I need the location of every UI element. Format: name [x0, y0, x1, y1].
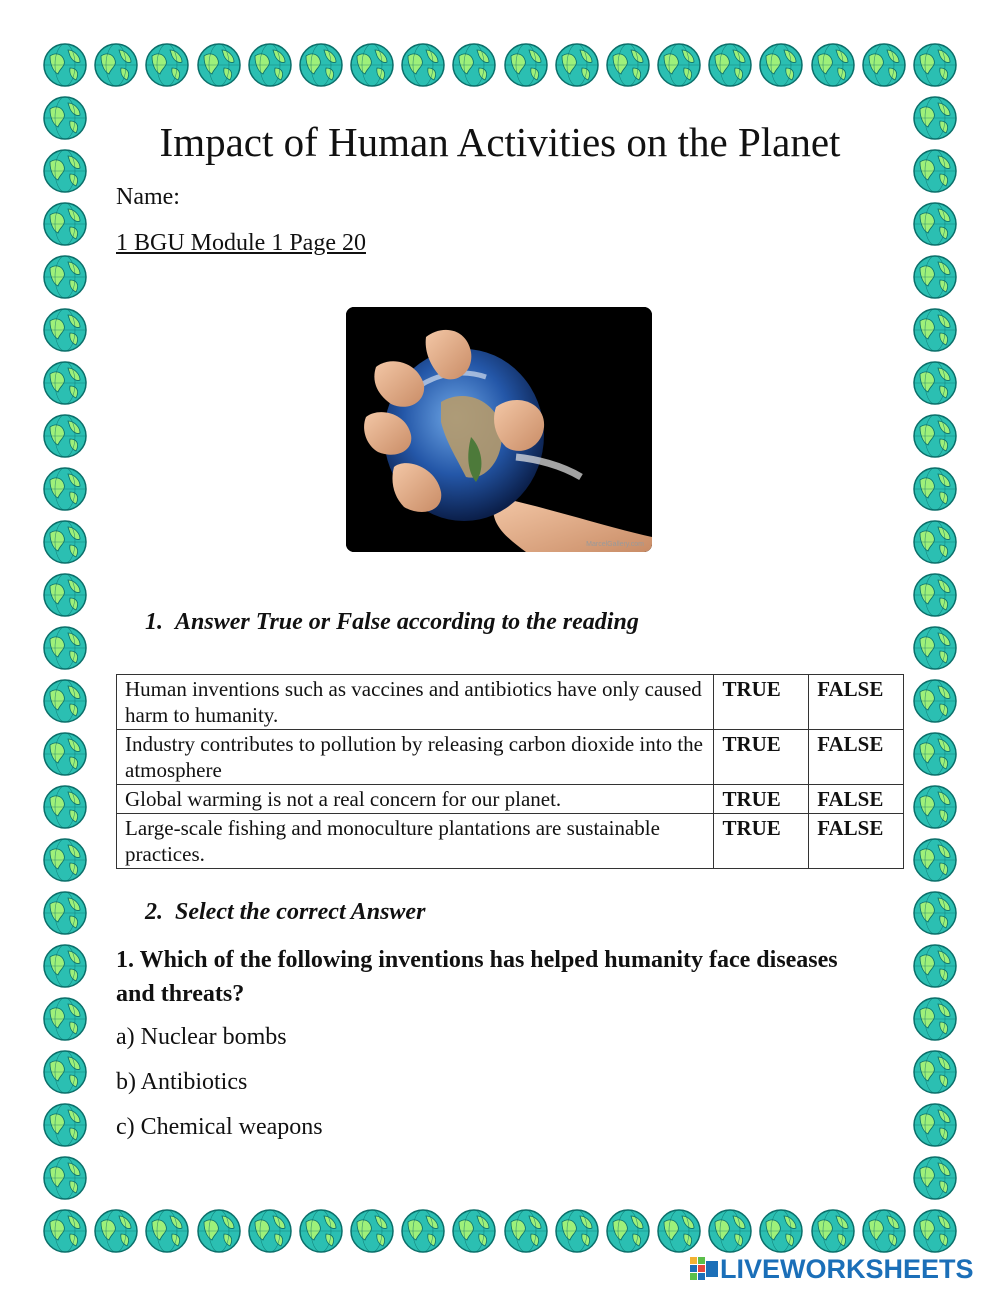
globe-icon	[810, 42, 856, 88]
globe-icon	[196, 42, 242, 88]
page-title: Impact of Human Activities on the Planet	[159, 119, 841, 165]
question-1: 1. Which of the following inventions has helped humanity face diseases and threats?	[116, 947, 838, 1007]
globe-icon	[758, 1208, 804, 1254]
globe-icon	[912, 837, 958, 883]
earth-photo-illustration	[346, 307, 652, 552]
globe-icon	[247, 1208, 293, 1254]
hand-squeezing-earth-image	[346, 307, 652, 552]
globe-icon	[503, 42, 549, 88]
table-row	[117, 785, 904, 814]
globe-icon	[912, 996, 958, 1042]
globe-icon	[298, 1208, 344, 1254]
globe-icon	[861, 1208, 907, 1254]
false-option[interactable]: FALSE	[809, 814, 904, 869]
statement-cell: Human inventions such as vaccines and antibiotics have only caused harm to humanity.	[117, 675, 714, 730]
globe-icon	[42, 1102, 88, 1148]
globe-icon	[42, 519, 88, 565]
globe-icon	[912, 413, 958, 459]
globe-icon	[42, 360, 88, 406]
globe-icon	[912, 1208, 958, 1254]
true-option[interactable]: TRUE	[714, 675, 809, 730]
globe-icon	[912, 201, 958, 247]
globe-icon	[144, 42, 190, 88]
section-2-title: Select the correct Answer	[175, 899, 426, 925]
statement-cell: Industry contributes to pollution by releasing carbon dioxide into the atmosphere	[117, 730, 714, 785]
globe-icon	[42, 466, 88, 512]
false-option[interactable]: FALSE	[809, 730, 904, 785]
globe-icon	[42, 1208, 88, 1254]
globe-icon	[42, 784, 88, 830]
globe-icon	[912, 943, 958, 989]
true-option[interactable]: TRUE	[714, 730, 809, 785]
globe-icon	[42, 943, 88, 989]
liveworksheets-logo-text: LIVEWORKSHEETS	[720, 1253, 974, 1284]
globe-icon	[707, 1208, 753, 1254]
globe-icon	[42, 413, 88, 459]
module-reference-link[interactable]: 1 BGU Module 1 Page 20	[116, 230, 366, 256]
globe-icon	[912, 466, 958, 512]
section-1-title: Answer True or False according to the reading	[175, 609, 639, 635]
statement-cell: Global warming is not a real concern for our planet.	[117, 785, 714, 814]
true-false-table	[116, 674, 904, 869]
globe-icon	[656, 42, 702, 88]
globe-icon	[810, 1208, 856, 1254]
globe-icon	[554, 42, 600, 88]
globe-icon	[196, 1208, 242, 1254]
globe-icon	[605, 1208, 651, 1254]
globe-icon	[912, 1155, 958, 1201]
globe-icon	[912, 784, 958, 830]
globe-icon	[861, 42, 907, 88]
globe-icon	[400, 1208, 446, 1254]
globe-icon	[42, 1155, 88, 1201]
globe-icon	[42, 42, 88, 88]
globe-icon	[912, 572, 958, 618]
globe-icon	[144, 1208, 190, 1254]
section-1-heading	[145, 609, 639, 636]
globe-icon	[912, 678, 958, 724]
globe-icon	[503, 1208, 549, 1254]
globe-icon	[912, 890, 958, 936]
answer-option-a[interactable]: a) Nuclear bombs	[116, 1024, 287, 1050]
globe-icon	[42, 625, 88, 671]
globe-icon	[42, 678, 88, 724]
name-label: Name:	[116, 184, 180, 210]
liveworksheets-logo-icon	[690, 1257, 720, 1281]
globe-icon	[707, 42, 753, 88]
globe-icon	[912, 42, 958, 88]
globe-icon	[42, 731, 88, 777]
globe-icon	[93, 42, 139, 88]
globe-icon	[42, 572, 88, 618]
globe-icon	[912, 307, 958, 353]
answer-option-b[interactable]: b) Antibiotics	[116, 1069, 248, 1095]
globe-icon	[554, 1208, 600, 1254]
liveworksheets-logo[interactable]	[690, 1254, 974, 1284]
globe-icon	[912, 519, 958, 565]
table-row	[117, 675, 904, 730]
globe-icon	[42, 201, 88, 247]
globe-icon	[912, 360, 958, 406]
globe-icon	[42, 307, 88, 353]
globe-icon	[42, 254, 88, 300]
globe-icon	[42, 1049, 88, 1095]
answer-option-c[interactable]: c) Chemical weapons	[116, 1114, 323, 1140]
globe-icon	[93, 1208, 139, 1254]
globe-icon	[42, 996, 88, 1042]
globe-icon	[912, 1102, 958, 1148]
globe-icon	[349, 42, 395, 88]
globe-icon	[912, 254, 958, 300]
globe-icon	[912, 1049, 958, 1095]
globe-icon	[349, 1208, 395, 1254]
globe-icon	[912, 731, 958, 777]
globe-icon	[451, 42, 497, 88]
globe-icon	[247, 42, 293, 88]
table-row	[117, 814, 904, 869]
true-option[interactable]: TRUE	[714, 785, 809, 814]
false-option[interactable]: FALSE	[809, 675, 904, 730]
table-row	[117, 730, 904, 785]
globe-icon	[42, 890, 88, 936]
globe-icon	[298, 42, 344, 88]
globe-icon	[605, 42, 651, 88]
statement-cell: Large-scale fishing and monoculture plantations are sustainable practices.	[117, 814, 714, 869]
globe-icon	[42, 837, 88, 883]
section-1-number: 1.	[145, 609, 163, 635]
globe-icon	[656, 1208, 702, 1254]
globe-icon	[451, 1208, 497, 1254]
globe-icon	[400, 42, 446, 88]
true-option[interactable]: TRUE	[714, 814, 809, 869]
globe-icon	[758, 42, 804, 88]
section-2-number: 2.	[145, 899, 163, 925]
photo-credit: MarcelGallery.com	[586, 541, 644, 548]
globe-icon	[912, 625, 958, 671]
false-option[interactable]: FALSE	[809, 785, 904, 814]
section-2-heading	[145, 899, 425, 926]
